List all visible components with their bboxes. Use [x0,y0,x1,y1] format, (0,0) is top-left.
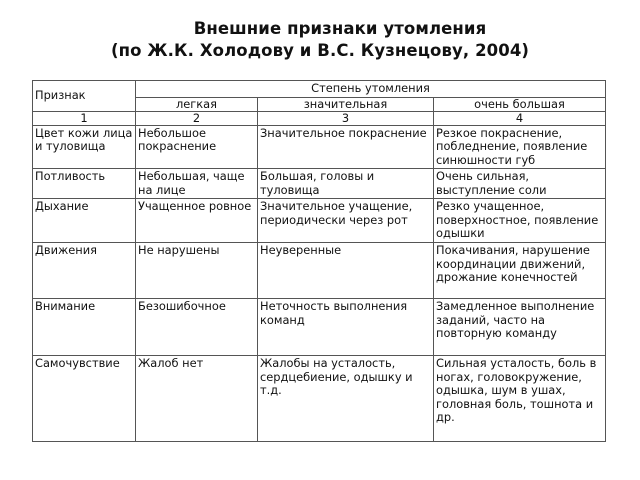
row-sign: Дыхание [33,199,136,243]
title-line-1: Внешние признаки утомления [193,19,487,38]
row-light: Не нарушены [136,243,258,299]
row-sign: Самочувствие [33,356,136,442]
table-row [33,169,606,199]
row-very-high: Резко учащенное, поверхностное, появление одышки [434,199,606,243]
table-row [33,356,606,442]
row-very-high: Сильная усталость, боль в ногах, головокружение, одышка, шум в ушах, головная боль, тошнота и др. [434,356,606,442]
row-sign: Движения [33,243,136,299]
row-sign: Внимание [33,299,136,356]
header-number-3: 3 [258,111,434,125]
table-row [33,199,606,243]
row-significant: Жалобы на усталость, сердцебиение, одышку и т.д. [258,356,434,442]
row-light: Безошибочное [136,299,258,356]
header-row-degree [33,81,606,98]
header-level-light: легкая [136,97,258,111]
header-level-significant: значительная [258,97,434,111]
header-row-numbers [33,111,606,125]
header-number-2: 2 [136,111,258,125]
header-level-very-high: очень большая [434,97,606,111]
fatigue-signs-table [32,80,606,442]
row-sign: Цвет кожи лица и туловища [33,125,136,169]
header-number-1: 1 [33,111,136,125]
table-row [33,299,606,356]
row-light: Небольшая, чаще на лице [136,169,258,199]
header-degree: Степень утомления [136,81,606,98]
row-light: Небольшое покраснение [136,125,258,169]
table-row [33,243,606,299]
row-light: Учащенное ровное [136,199,258,243]
title-line-2: (по Ж.К. Холодову и В.С. Кузнецову, 2004) [110,41,530,60]
row-light: Жалоб нет [136,356,258,442]
row-significant: Неточность выполнения команд [258,299,434,356]
slide-title [0,18,640,62]
row-very-high: Покачивания, нарушение координации движений, дрожание конечностей [434,243,606,299]
row-sign: Потливость [33,169,136,199]
table-row [33,125,606,169]
row-very-high: Замедленное выполнение заданий, часто на повторную команду [434,299,606,356]
row-very-high: Резкое покраснение, побледнение, появление синюшности губ [434,125,606,169]
row-very-high: Очень сильная, выступление соли [434,169,606,199]
row-significant: Значительное учащение, периодически через рот [258,199,434,243]
row-significant: Большая, головы и туловища [258,169,434,199]
row-significant: Неуверенные [258,243,434,299]
header-sign: Признак [33,81,136,112]
header-number-4: 4 [434,111,606,125]
row-significant: Значительное покраснение [258,125,434,169]
